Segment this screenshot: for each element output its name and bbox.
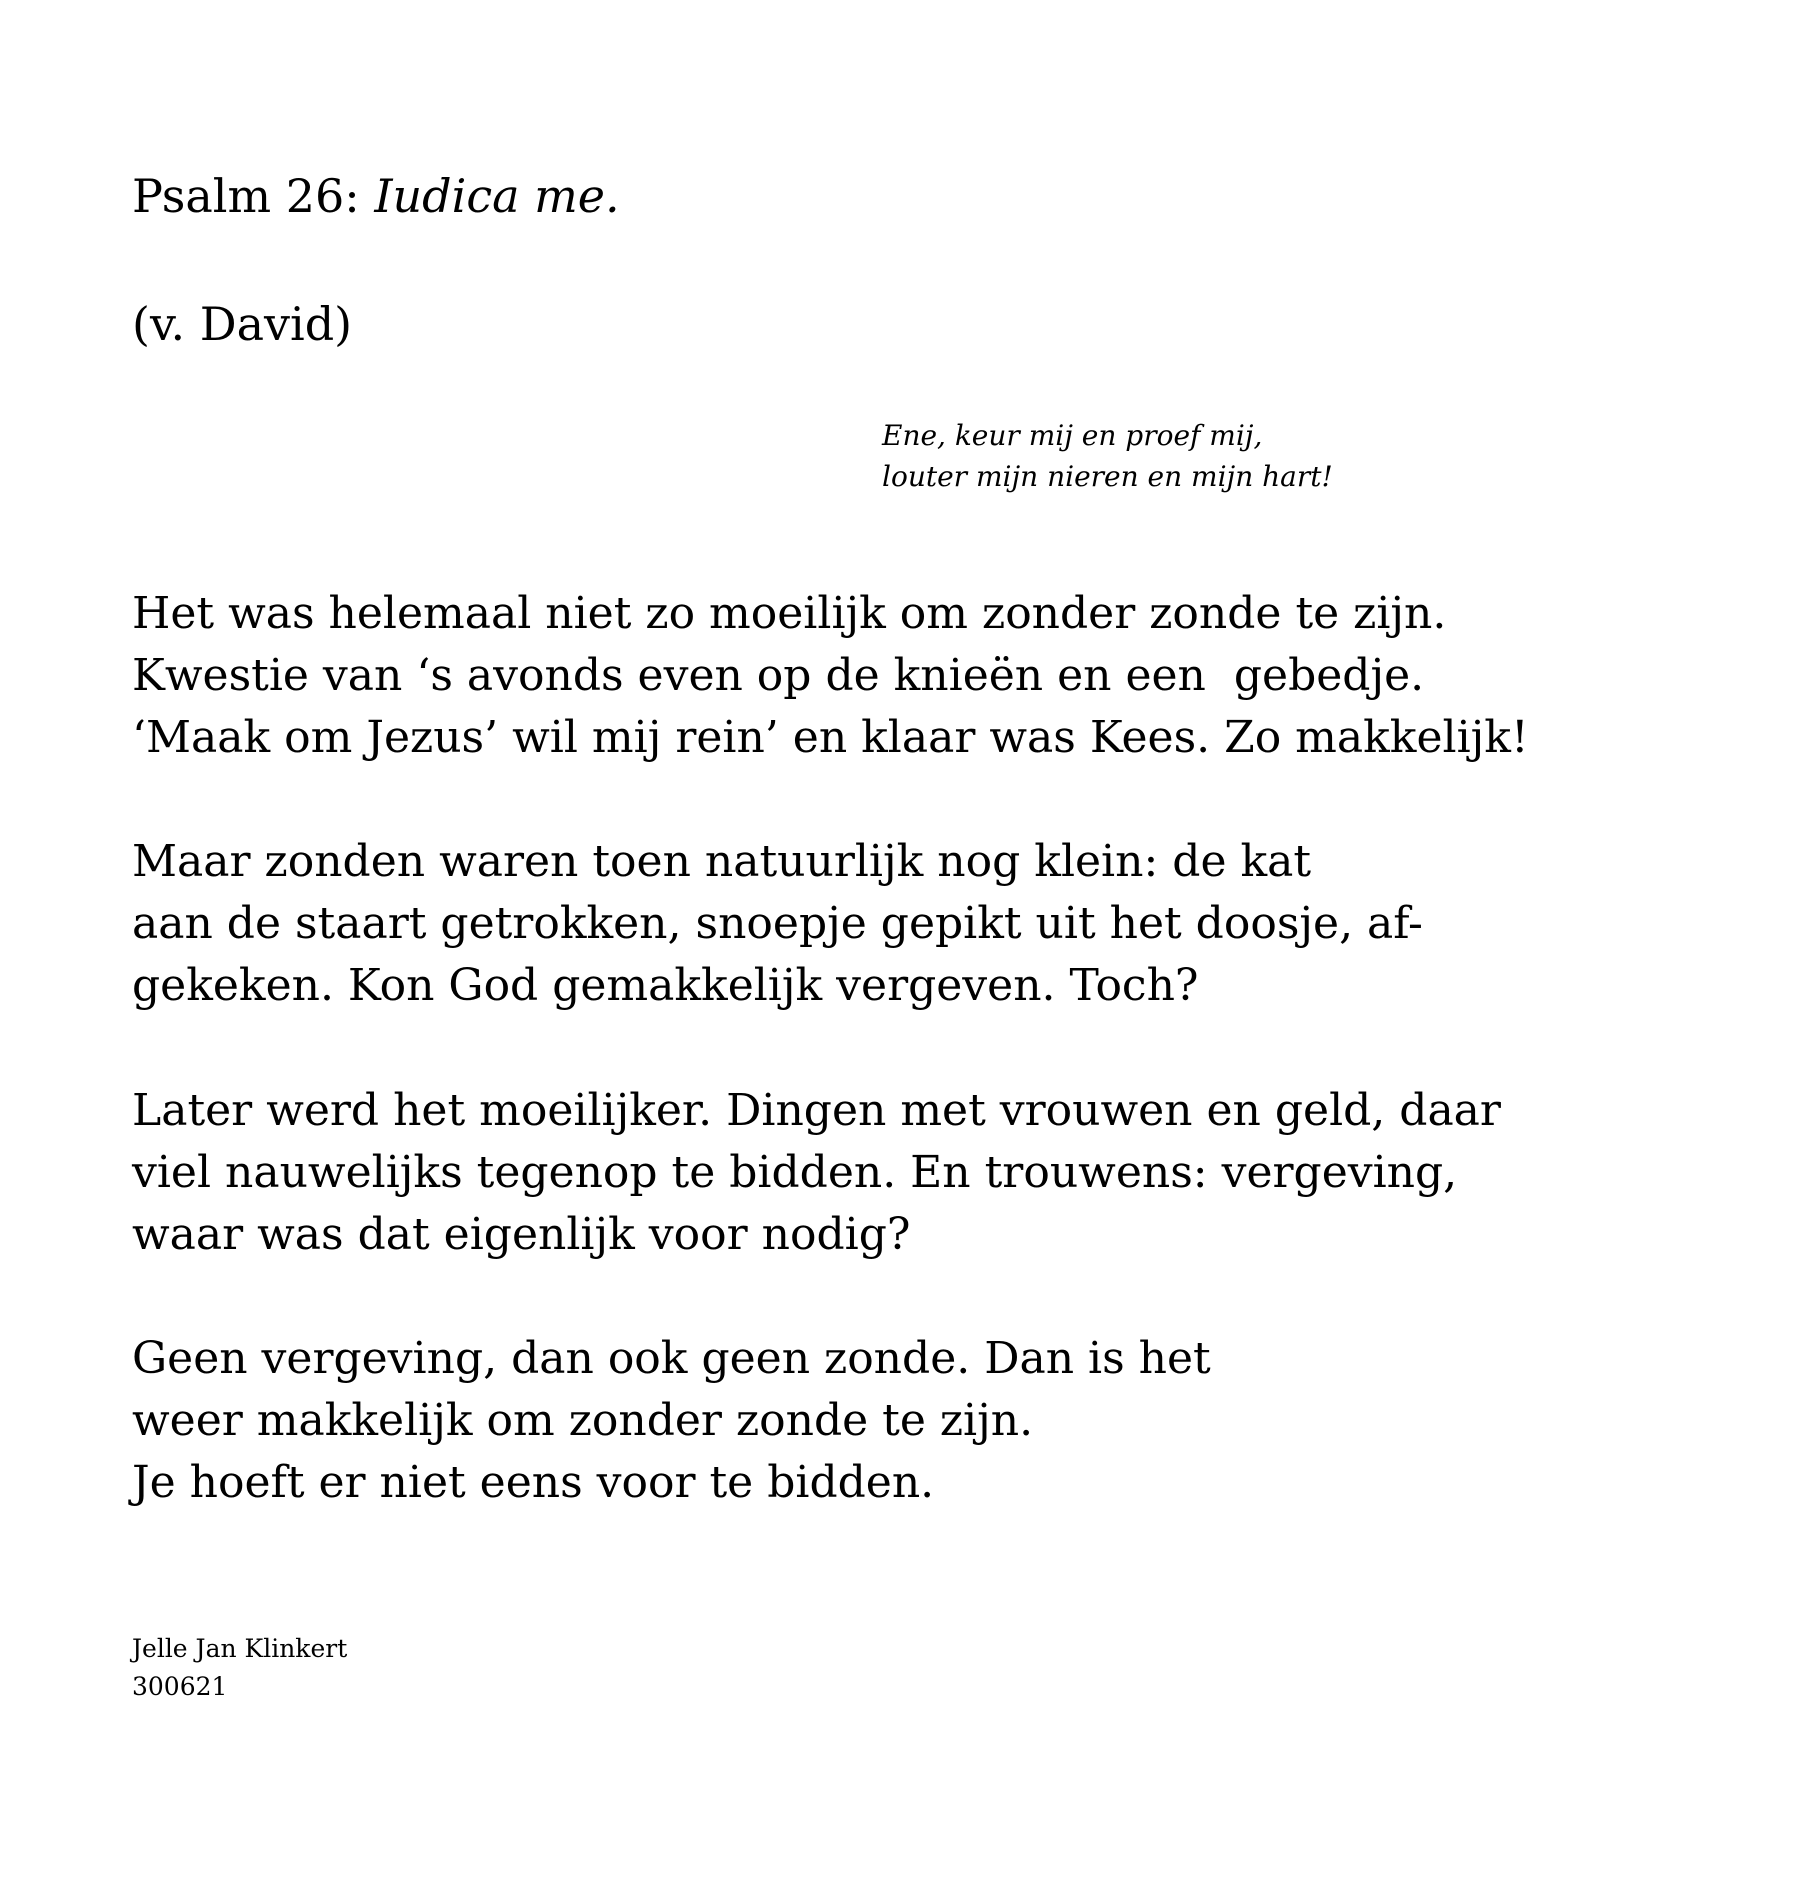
motto-line: louter mijn nieren en mijn hart! <box>882 460 1333 493</box>
author-name: Jelle Jan Klinkert <box>132 1634 348 1663</box>
poem-line: waar was dat eigenlijk voor nodig? <box>132 1209 911 1260</box>
poem-line: weer makkelijk om zonder zonde te zijn. <box>132 1395 1034 1446</box>
poem-line: Kwestie van ‘s avonds even op de knieën en een gebedje. <box>132 650 1425 701</box>
poem-line: Het was helemaal niet zo moeilijk om zonder zonde te zijn. <box>132 588 1447 639</box>
stanza-2 <box>132 831 1423 1017</box>
stanza-3 <box>132 1080 1501 1266</box>
poem-title-prefix: Psalm 26: <box>132 169 375 223</box>
poem-line: Geen vergeving, dan ook geen zonde. Dan is het <box>132 1333 1211 1384</box>
poem-line: Later werd het moeilijker. Dingen met vrouwen en geld, daar <box>132 1085 1501 1136</box>
psalm-attribution: (v. David) <box>132 297 353 351</box>
poem-line: gekeken. Kon God gemakkelijk vergeven. Toch? <box>132 960 1199 1011</box>
poem-line: viel nauwelijks tegenop te bidden. En trouwens: vergeving, <box>132 1147 1458 1198</box>
poem-line: aan de staart getrokken, snoepje gepikt uit het doosje, af- <box>132 898 1423 949</box>
poem-line: ‘Maak om Jezus’ wil mij rein’ en klaar was Kees. Zo makkelijk! <box>132 712 1529 763</box>
motto-line: Ene, keur mij en proef mij, <box>882 419 1263 452</box>
poem-title <box>132 168 620 224</box>
poem-title-latin: Iudica me. <box>374 169 620 223</box>
poem-date: 300621 <box>132 1672 228 1701</box>
stanza-4 <box>132 1328 1211 1514</box>
poem-line: Je hoeft er niet eens voor te bidden. <box>132 1457 935 1508</box>
motto-quote <box>882 415 1333 497</box>
poem-line: Maar zonden waren toen natuurlijk nog klein: de kat <box>132 836 1312 887</box>
signature-block <box>132 1630 347 1706</box>
stanza-1 <box>132 583 1529 769</box>
